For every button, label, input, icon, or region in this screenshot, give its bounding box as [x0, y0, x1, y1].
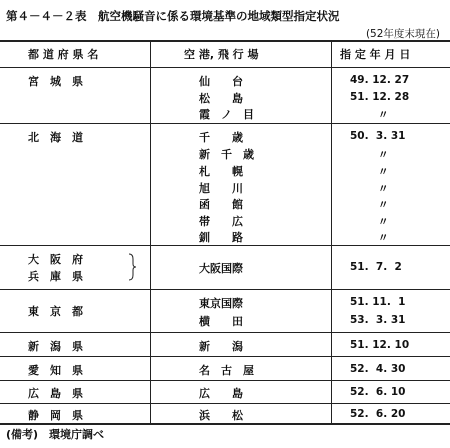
table-row-airport: 広 島 — [199, 387, 243, 400]
table-row-date: 53. 3. 31 — [350, 314, 406, 326]
table-row-date: 〃 — [378, 216, 389, 228]
column-divider — [331, 40, 332, 425]
right-brace-icon — [128, 253, 136, 281]
table-row-date: 〃 — [378, 232, 389, 244]
table-row-airport: 浜 松 — [199, 409, 243, 422]
table-row-airport: 仙 台 — [199, 75, 243, 88]
table-row-airport: 新 千 歳 — [199, 148, 254, 161]
table-row-airport: 横 田 — [199, 315, 243, 328]
header-airport: 空 港, 飛 行 場 — [184, 48, 259, 61]
table-row-prefecture: 広 島 県 — [28, 387, 83, 400]
table-row-airport: 松 島 — [199, 92, 243, 105]
table-row-date: 52. 6. 20 — [350, 408, 406, 420]
remarks-note: (備考) 環境庁調べ — [6, 428, 105, 441]
table-row-date: 51. 11. 1 — [350, 296, 406, 308]
table-row-date: 51. 12. 28 — [350, 91, 410, 103]
table-row-airport: 釧 路 — [199, 231, 243, 244]
table-row-prefecture: 静 岡 県 — [28, 409, 83, 422]
header-prefecture: 都 道 府 県 名 — [28, 48, 99, 61]
table-row-prefecture: 宮 城 県 — [28, 75, 83, 88]
table-row-airport: 旭 川 — [199, 182, 243, 195]
header-date: 指 定 年 月 日 — [340, 48, 411, 61]
table-row-airport: 東京国際 — [199, 297, 243, 310]
row-rule — [0, 403, 450, 404]
row-rule — [0, 289, 450, 290]
column-divider — [150, 40, 151, 425]
table-top-rule — [0, 40, 450, 42]
header-rule — [0, 67, 450, 68]
table-row-date: 〃 — [378, 149, 389, 161]
table-row-airport: 帯 広 — [199, 215, 243, 228]
table-row-prefecture: 兵 庫 県 — [28, 270, 83, 283]
table-row-prefecture: 愛 知 県 — [28, 364, 83, 377]
row-rule — [0, 123, 450, 124]
row-rule — [0, 356, 450, 357]
table-row-airport: 霞 ノ 目 — [199, 108, 254, 121]
table-row-date: 〃 — [378, 183, 389, 195]
table-row-airport: 札 幌 — [199, 165, 243, 178]
table-row-prefecture: 大 阪 府 — [28, 253, 83, 266]
table-row-airport: 名 古 屋 — [199, 364, 254, 377]
table-row-airport: 千 歳 — [199, 131, 243, 144]
table-row-date: 50. 3. 31 — [350, 130, 406, 142]
row-rule — [0, 380, 450, 381]
table-row-date: 〃 — [378, 166, 389, 178]
table-row-date: 49. 12. 27 — [350, 74, 410, 86]
table-row-date: 51. 12. 10 — [350, 339, 410, 351]
row-rule — [0, 245, 450, 246]
table-row-date: 52. 4. 30 — [350, 363, 406, 375]
table-row-date: 51. 7. 2 — [350, 261, 402, 273]
table-row-date: 〃 — [378, 109, 389, 121]
table-row-date: 〃 — [378, 199, 389, 211]
table-row-prefecture: 北 海 道 — [28, 131, 83, 144]
table-row-date: 52. 6. 10 — [350, 386, 406, 398]
table-title: 第４－４－２表 航空機騒音に係る環境基準の地域類型指定状況 — [6, 9, 340, 23]
table-row-airport: 新 潟 — [199, 340, 243, 353]
table-row-prefecture: 東 京 都 — [28, 305, 83, 318]
table-row-prefecture: 新 潟 県 — [28, 340, 83, 353]
row-rule — [0, 332, 450, 333]
table-row-airport: 函 館 — [199, 198, 243, 211]
table-bottom-rule — [0, 423, 450, 425]
as-of-note: (52年度末現在) — [365, 28, 440, 40]
table-row-airport: 大阪国際 — [199, 262, 243, 275]
